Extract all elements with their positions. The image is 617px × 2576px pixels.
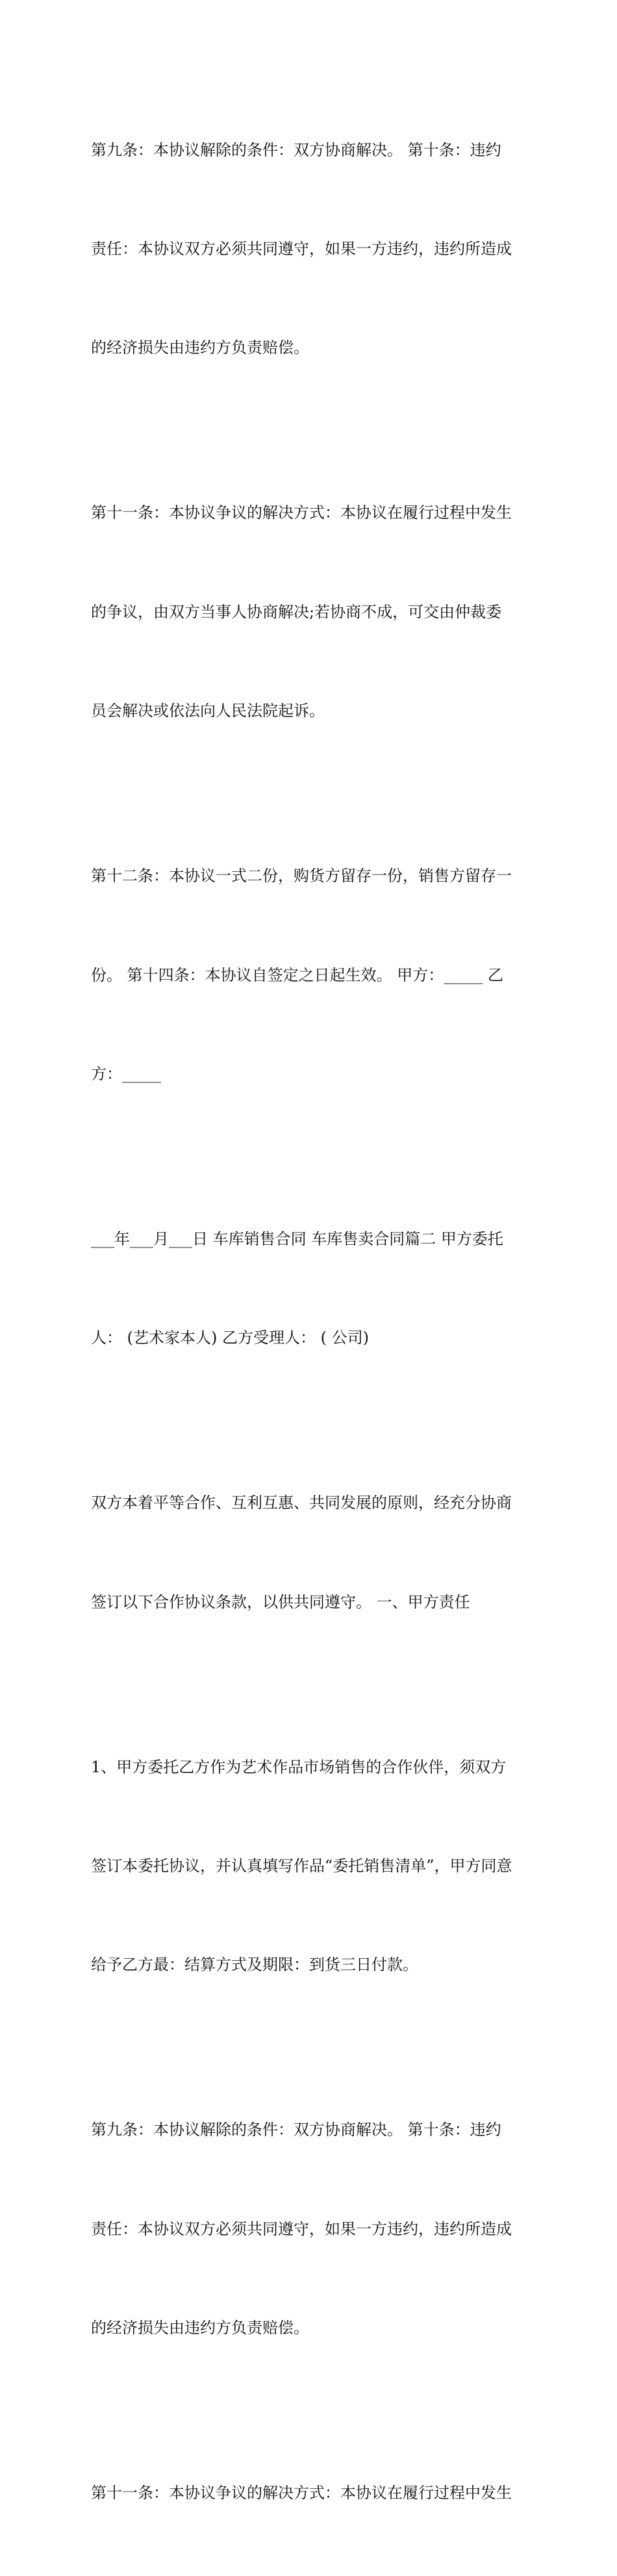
text-line: 签订以下合作协议条款，以供共同遵守。 一、甲方责任 [91, 1592, 470, 1611]
paragraph-copies-and-effect [91, 794, 533, 1157]
paragraph-dispute-resolution [91, 431, 533, 794]
paragraph-termination-and-liability-repeat [91, 2048, 533, 2411]
paragraph-dispute-resolution-repeat [91, 2411, 533, 2576]
text-line: 第十一条：本协议争议的解决方式：本协议在履行过程中发生 [91, 504, 512, 522]
text-line: 第十二条：本协议一式二份，购货方留存一份，销售方留存一 [91, 867, 512, 886]
document-page [91, 68, 533, 2576]
text-line: 1、甲方委托乙方作为艺术作品市场销售的合作伙伴，须双方 [91, 1757, 507, 1776]
text-line: 的经济损失由违约方负责赔偿。 [91, 2319, 309, 2338]
text-line: 双方本着平等合作、互利互惠、共同发展的原则，经充分协商 [91, 1494, 512, 1512]
text-line: 的争议，由双方当事人协商解决;若协商不成，可交由仲裁委 [91, 602, 502, 621]
text-line: 员会解决或依法向人民法院起诉。 [91, 702, 325, 721]
paragraph-party-a-duty-1 [91, 1685, 533, 2048]
text-line: 给予乙方最：结算方式及期限：到货三日付款。 [91, 1956, 418, 1974]
text-line: 第九条：本协议解除的条件：双方协商解决。 第十条：违约 [91, 2121, 501, 2139]
text-line: 份。 第十四条：本协议自签定之日起生效。 甲方：_____ 乙 [91, 965, 503, 984]
text-line: 第九条：本协议解除的条件：双方协商解决。 第十条：违约 [91, 140, 501, 159]
text-line: 人： (艺术家本人) 乙方受理人： ( 公司) [91, 1329, 369, 1347]
paragraph-principles [91, 1421, 533, 1685]
text-line: 的经济损失由违约方负责赔偿。 [91, 338, 309, 357]
text-line: 责任：本协议双方必须共同遵守，如果一方违约，违约所造成 [91, 239, 512, 258]
paragraph-termination-and-liability [91, 68, 533, 431]
text-line: 方：_____ [91, 1064, 161, 1083]
text-line: ___年___月___日 车库销售合同 车库售卖合同篇二 甲方委托 [91, 1229, 503, 1248]
paragraph-date-and-title [91, 1156, 533, 1420]
text-line: 第十一条：本协议争议的解决方式：本协议在履行过程中发生 [91, 2484, 512, 2503]
text-line: 签订本委托协议，并认真填写作品“委托销售清单”，甲方同意 [91, 1857, 512, 1876]
text-line: 责任：本协议双方必须共同遵守，如果一方违约，违约所造成 [91, 2219, 512, 2238]
